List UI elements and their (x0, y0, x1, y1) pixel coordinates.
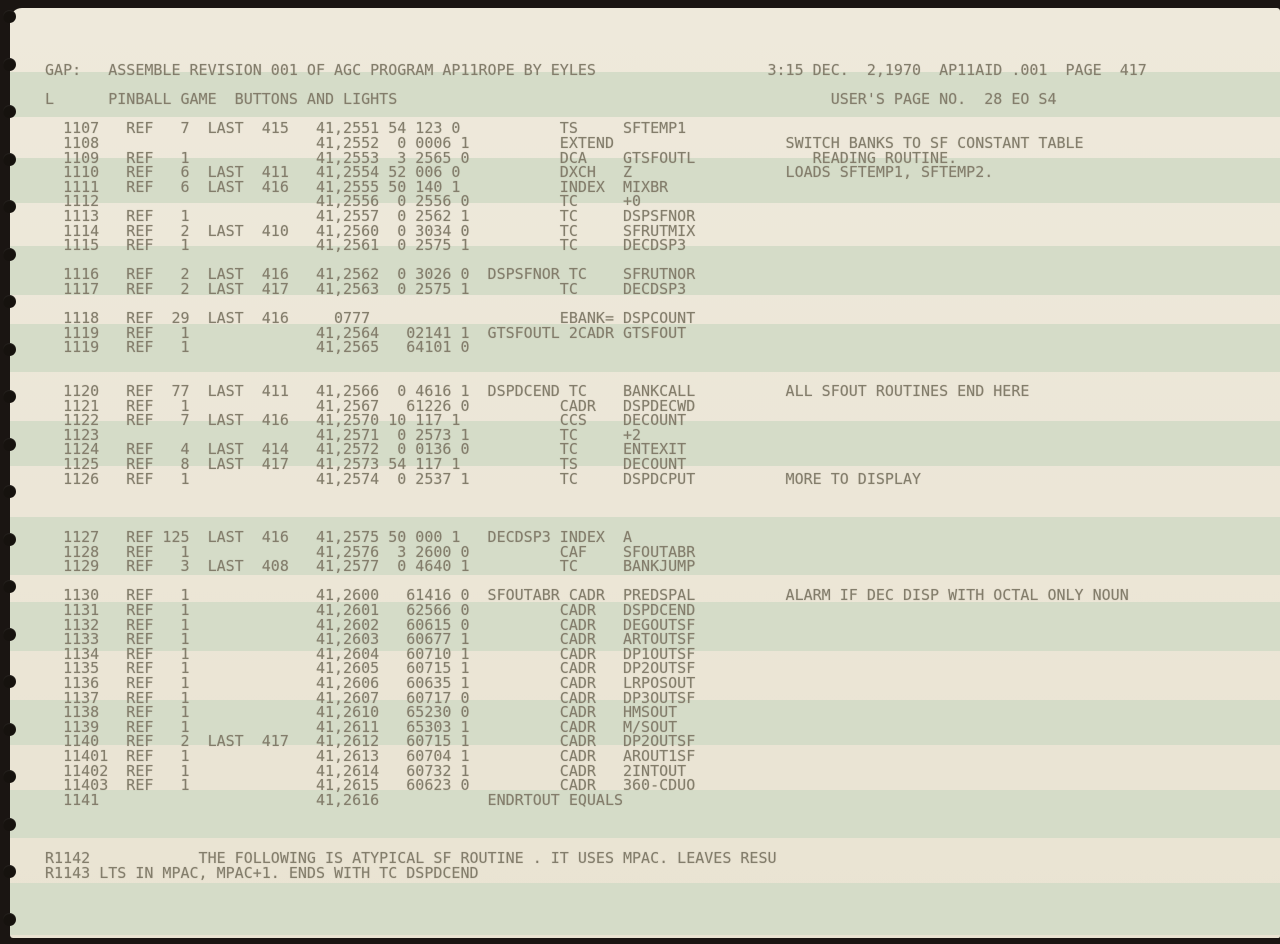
page-header-line-1: GAP: ASSEMBLE REVISION 001 OF AGC PROGRAM AP11ROPE BY EYLES 3:15 DEC. 2,1970 AP11AID .001 PAGE 417 (36, 61, 1147, 79)
listing-row: 1139 REF 1 41,2611 65303 1 CADR M/SOUT (36, 717, 678, 736)
listing-row: 1121 REF 1 41,2567 61226 0 CADR DSPDECWD (36, 396, 696, 415)
listing-row: 1135 REF 1 41,2605 60715 1 CADR DP2OUTSF (36, 659, 696, 678)
punch-hole (3, 10, 16, 23)
punch-hole (3, 675, 16, 688)
listing-row: 1138 REF 1 41,2610 65230 0 CADR HMSOUT (36, 703, 678, 722)
page-header-line-2: L PINBALL GAME BUTTONS AND LIGHTS USER'S PAGE NO. 28 EO S4 (36, 90, 1057, 109)
listing-row: 1113 REF 1 41,2557 0 2562 1 TC DSPSFNOR (36, 206, 696, 225)
listing-row: 1108 41,2552 0 0006 1 EXTEND SWITCH BANKS TO SF CONSTANT TABLE (36, 133, 1084, 152)
punch-hole (3, 248, 16, 261)
punch-hole (3, 438, 16, 451)
listing-row: 1122 REF 7 LAST 416 41,2570 10 117 1 CCS DECOUNT (36, 411, 687, 430)
listing-row: 1109 REF 1 41,2553 3 2565 0 DCA GTSFOUTL READING ROUTINE. (36, 148, 958, 167)
spacer-line (36, 822, 1266, 837)
punch-hole (3, 580, 16, 593)
punch-hole (3, 913, 16, 926)
listing-row: 1134 REF 1 41,2604 60710 1 CADR DP1OUTSF (36, 644, 696, 663)
punch-hole (3, 628, 16, 641)
listing-row: 1133 REF 1 41,2603 60677 1 CADR ARTOUTSF (36, 630, 696, 649)
listing-row: 1130 REF 1 41,2600 61416 0 SFOUTABR CADR PREDSPAL ALARM IF DEC DISP WITH OCTAL ONLY NOUN (36, 586, 1129, 605)
punch-hole (3, 485, 16, 498)
listing-row: 1119 REF 1 41,2564 02141 1 GTSFOUTL 2CADR GTSFOUT (36, 323, 687, 342)
punch-hole (3, 533, 16, 546)
punch-hole (3, 200, 16, 213)
listing-row: 11401 REF 1 41,2613 60704 1 CADR AROUT1SF (36, 746, 696, 765)
punch-hole (3, 723, 16, 736)
green-bar (10, 883, 1280, 935)
punch-hole (3, 770, 16, 783)
listing-row: 1112 41,2556 0 2556 0 TC +0 (36, 192, 642, 211)
listing-row: 11403 REF 1 41,2615 60623 0 CADR 360-CDUO (36, 776, 696, 795)
listing-row: 1107 REF 7 LAST 415 41,2551 54 123 0 TS SFTEMP1 (36, 119, 687, 138)
assembly-listing (36, 63, 1266, 880)
listing-row: 1132 REF 1 41,2602 60615 0 CADR DEGOUTSF (36, 615, 696, 634)
listing-row: 11402 REF 1 41,2614 60732 1 CADR 2INTOUT (36, 761, 687, 780)
listing-row: 1137 REF 1 41,2607 60717 0 CADR DP3OUTSF (36, 688, 696, 707)
listing-row: 1140 REF 2 LAST 417 41,2612 60715 1 CADR DP2OUTSF (36, 732, 696, 751)
listing-row: 1117 REF 2 LAST 417 41,2563 0 2575 1 TC DECDSP3 (36, 279, 687, 298)
listing-row: 1110 REF 6 LAST 411 41,2554 52 006 0 DXCH Z LOADS SFTEMP1, SFTEMP2. (36, 163, 994, 182)
listing-row: 1129 REF 3 LAST 408 41,2577 0 4640 1 TC BANKJUMP (36, 557, 696, 576)
punch-hole (3, 153, 16, 166)
listing-row: 1120 REF 77 LAST 411 41,2566 0 4616 1 DSPDCEND TC BANKCALL ALL SFOUT ROUTINES END HERE (36, 382, 1030, 401)
punch-hole (3, 390, 16, 403)
listing-row: 1111 REF 6 LAST 416 41,2555 50 140 1 INDEX MIXBR (36, 177, 669, 196)
listing-row: 1114 REF 2 LAST 410 41,2560 0 3034 0 TC SFRUTMIX (36, 221, 696, 240)
listing-row: 1115 REF 1 41,2561 0 2575 1 TC DECDSP3 (36, 236, 687, 255)
punch-hole (3, 105, 16, 118)
listing-row: 1119 REF 1 41,2565 64101 0 (36, 338, 470, 357)
remark-row: R1143 LTS IN MPAC, MPAC+1. ENDS WITH TC DSPDCEND (36, 863, 479, 882)
listing-row: 1116 REF 2 LAST 416 41,2562 0 3026 0 DSPSFNOR TC SFRUTNOR (36, 265, 696, 284)
listing-row: 1128 REF 1 41,2576 3 2600 0 CAF SFOUTABR (36, 542, 696, 561)
listing-row: 1127 REF 125 LAST 416 41,2575 50 000 1 DECDSP3 INDEX A (36, 528, 633, 546)
printout-paper (10, 8, 1280, 938)
punch-hole (3, 343, 16, 356)
spacer-line (36, 807, 1266, 822)
listing-row: 1136 REF 1 41,2606 60635 1 CADR LRPOSOUT (36, 673, 696, 692)
listing-row: 1118 REF 29 LAST 416 0777 EBANK= DSPCOUNT (36, 309, 696, 328)
spacer-line (36, 501, 1266, 516)
listing-row: 1141 41,2616 ENDRTOUT EQUALS (36, 790, 623, 809)
listing-row: 1125 REF 8 LAST 417 41,2573 54 117 1 TS DECOUNT (36, 455, 687, 474)
punch-hole (3, 865, 16, 878)
listing-row: 1124 REF 4 LAST 414 41,2572 0 0136 0 TC ENTEXIT (36, 440, 687, 459)
listing-row: 1126 REF 1 41,2574 0 2537 1 TC DSPDCPUT MORE TO DISPLAY (36, 469, 922, 488)
remark-row: R1142 THE FOLLOWING IS ATYPICAL SF ROUTINE . IT USES MPAC. LEAVES RESU (36, 849, 777, 868)
spacer-line (36, 486, 1266, 501)
punch-hole (3, 818, 16, 831)
punch-hole (3, 58, 16, 71)
punch-hole (3, 295, 16, 308)
spacer-line (36, 355, 1266, 370)
listing-row: 1123 41,2571 0 2573 1 TC +2 (36, 425, 642, 444)
listing-row: 1131 REF 1 41,2601 62566 0 CADR DSPDCEND (36, 600, 696, 619)
